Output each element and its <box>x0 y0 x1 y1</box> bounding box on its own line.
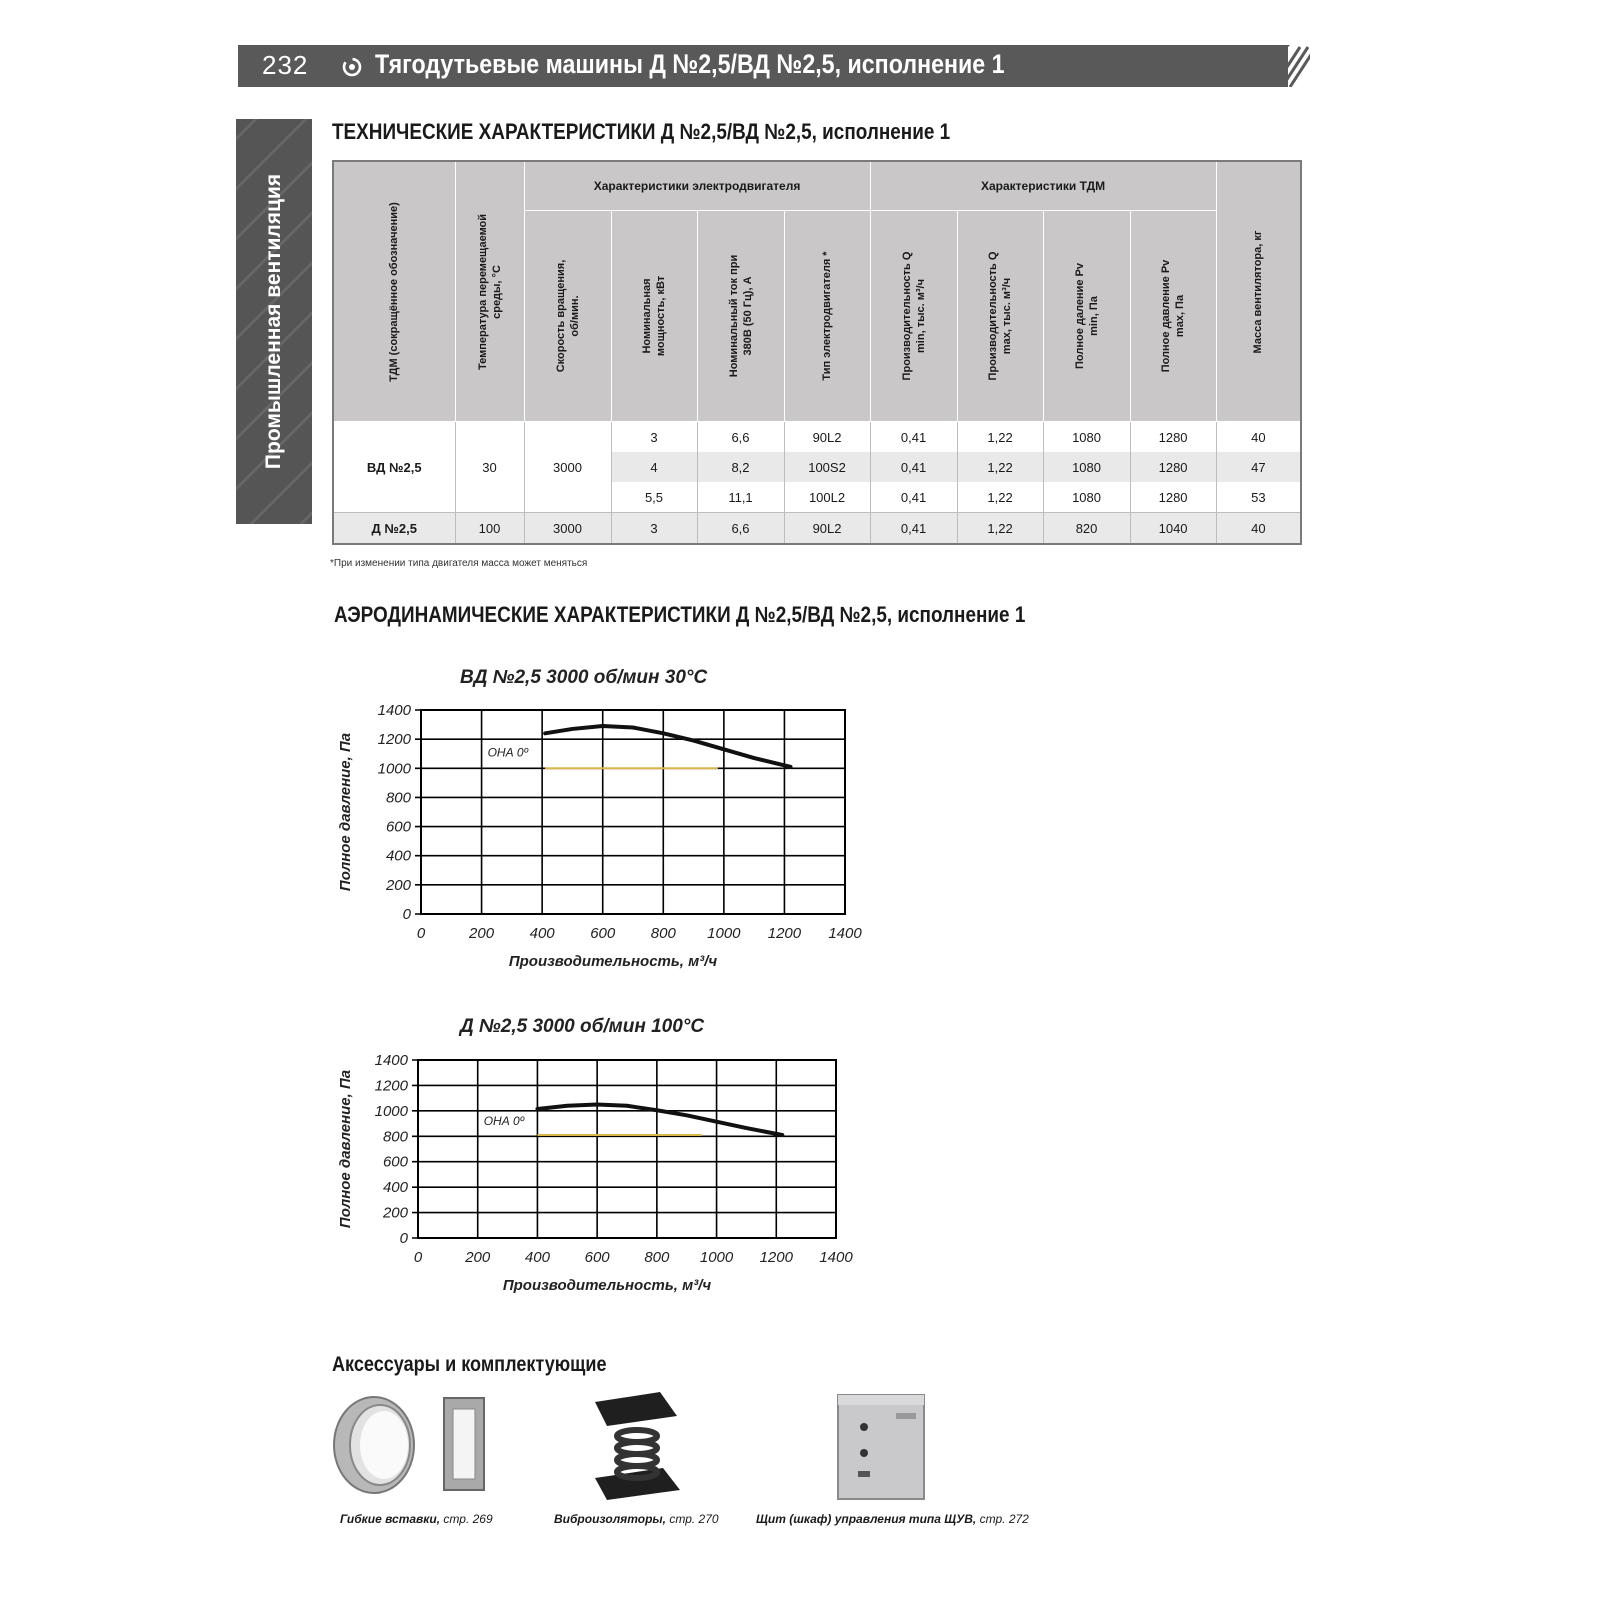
power-cell: 5,5 <box>611 482 697 513</box>
y-tick-label: 600 <box>385 818 411 836</box>
y-axis-label: Полное давление, Па <box>337 732 354 892</box>
header-title: Тягодутьевые машины Д №2,5/ВД №2,5, исполнение 1 <box>375 49 1005 79</box>
power-cell: 3 <box>611 422 697 453</box>
x-tick-label: 1400 <box>819 1249 853 1266</box>
col-header-tdm: ТДМ (сокращённое обозначение) <box>333 161 455 422</box>
pmin-cell: 1080 <box>1043 452 1130 482</box>
temp-cell: 100 <box>455 513 524 545</box>
pmin-cell: 1080 <box>1043 482 1130 513</box>
qmax-cell: 1,22 <box>957 422 1043 453</box>
x-tick-label: 1000 <box>699 1249 734 1266</box>
header-stripes-decoration <box>1250 45 1310 87</box>
motor-type-cell: 100L2 <box>784 482 870 513</box>
x-axis-label: Производительность, м³/ч <box>502 1277 712 1294</box>
y-tick-label: 0 <box>399 1230 408 1247</box>
pmax-cell: 1280 <box>1130 452 1216 482</box>
col-group-motor: Характеристики электродвигателя <box>524 161 870 211</box>
mass-cell: 40 <box>1216 422 1301 453</box>
col-header-pmax: Полное давление Pv max, Па <box>1130 211 1216 422</box>
qmax-cell: 1,22 <box>957 452 1043 482</box>
speed-cell-vd: 3000 <box>524 422 611 513</box>
annotation-label: ОНА 0º <box>483 1113 525 1128</box>
footnote: *При изменении типа двигателя масса может меняться <box>330 558 588 569</box>
page-number: 232 <box>262 50 309 80</box>
x-tick-label: 800 <box>650 925 676 942</box>
side-tab-label: Промышленная вентиляция <box>262 173 285 470</box>
chart-title: Д №2,5 3000 об/мин 100°С <box>460 1016 705 1037</box>
side-tab <box>236 119 312 524</box>
mass-cell: 40 <box>1216 513 1301 545</box>
power-cell: 3 <box>611 513 697 545</box>
col-header-pmin: Полное даление Pv min, Па <box>1043 211 1130 422</box>
current-cell: 8,2 <box>697 452 784 482</box>
current-cell: 6,6 <box>697 513 784 545</box>
annotation-label: ОНА 0º <box>487 745 528 760</box>
y-tick-label: 800 <box>385 789 411 807</box>
pmin-cell: 1080 <box>1043 422 1130 453</box>
plot-area <box>418 1060 836 1238</box>
pmax-cell: 1040 <box>1130 513 1216 545</box>
x-tick-label: 1200 <box>759 1249 793 1266</box>
x-tick-label: 600 <box>584 1249 610 1266</box>
x-tick-label: 800 <box>644 1249 670 1266</box>
aero-section-title: АЭРОДИНАМИЧЕСКИЕ ХАРАКТЕРИСТИКИ Д №2,5/ВД №2,5, исполнение 1 <box>334 602 1026 627</box>
y-tick-label: 0 <box>402 906 411 923</box>
pmax-cell: 1280 <box>1130 482 1216 513</box>
y-tick-label: 1000 <box>374 1102 408 1120</box>
col-header-mass: Масса вентилятора, кг <box>1216 161 1301 422</box>
accessory-caption-isolators[interactable]: Виброизоляторы, стр. 270 <box>554 1512 719 1526</box>
y-tick-label: 1400 <box>377 702 411 719</box>
x-tick-label: 400 <box>529 925 555 942</box>
motor-type-cell: 90L2 <box>784 422 870 453</box>
power-cell: 4 <box>611 452 697 482</box>
qmin-cell: 0,41 <box>870 513 957 545</box>
flexible-insert-image <box>332 1393 492 1498</box>
x-tick-label: 400 <box>524 1249 550 1266</box>
x-tick-label: 200 <box>469 925 495 942</box>
y-tick-label: 800 <box>382 1128 408 1146</box>
chart-title: ВД №2,5 3000 об/мин 30°С <box>460 667 708 688</box>
pmax-cell: 1280 <box>1130 422 1216 453</box>
x-tick-label: 1200 <box>767 925 802 942</box>
current-cell: 11,1 <box>697 482 784 513</box>
speed-cell: 3000 <box>524 513 611 545</box>
y-tick-label: 1200 <box>377 731 411 749</box>
col-header-power: Номинальная мощность, кВт <box>611 211 697 422</box>
x-tick-label: 0 <box>413 1249 423 1266</box>
current-cell: 6,6 <box>697 422 784 453</box>
y-tick-label: 1400 <box>374 1052 408 1069</box>
accessory-caption-flexible[interactable]: Гибкие вставки, стр. 269 <box>340 1512 493 1526</box>
qmin-cell: 0,41 <box>870 422 957 453</box>
vibration-isolator-image <box>585 1390 685 1502</box>
model-cell-vd: ВД №2,5 <box>333 422 455 513</box>
control-cabinet-image <box>836 1393 926 1501</box>
mass-cell: 53 <box>1216 482 1301 513</box>
x-tick-label: 1400 <box>828 925 862 942</box>
qmax-cell: 1,22 <box>957 513 1043 545</box>
motor-type-cell: 90L2 <box>784 513 870 545</box>
accessory-caption-cabinet[interactable]: Щит (шкаф) управления типа ЩУВ, стр. 272 <box>756 1512 1029 1526</box>
y-tick-label: 1200 <box>374 1077 408 1095</box>
y-tick-label: 200 <box>385 876 411 894</box>
x-axis-label: Производительность, м³/ч <box>508 953 718 970</box>
y-tick-label: 400 <box>382 1179 408 1197</box>
y-tick-label: 1000 <box>377 760 411 778</box>
x-tick-label: 1000 <box>707 925 741 942</box>
col-header-speed: Скорость вращения, об/мин. <box>524 211 611 422</box>
qmin-cell: 0,41 <box>870 452 957 482</box>
chart-d-pressure <box>330 1010 870 1310</box>
spec-table <box>332 160 1302 545</box>
x-tick-label: 0 <box>416 925 426 942</box>
y-axis-label: Полное давление, Па <box>337 1069 354 1229</box>
col-header-qmin: Производительность Q min, тыс. м³/ч <box>870 211 957 422</box>
x-tick-label: 600 <box>590 925 616 942</box>
y-tick-label: 600 <box>382 1153 408 1171</box>
model-cell-d: Д №2,5 <box>333 513 455 545</box>
pmin-cell: 820 <box>1043 513 1130 545</box>
mass-cell: 47 <box>1216 452 1301 482</box>
y-tick-label: 200 <box>382 1204 408 1222</box>
col-header-motor-type: Тип электродвигателя * <box>784 211 870 422</box>
plot-area <box>421 710 845 914</box>
x-tick-label: 200 <box>465 1249 491 1266</box>
qmin-cell: 0,41 <box>870 482 957 513</box>
temp-cell-vd: 30 <box>455 422 524 513</box>
col-header-qmax: Производительность Q max, тыс. м³/ч <box>957 211 1043 422</box>
col-header-current: Номинальный ток при 380В (50 Гц), А <box>697 211 784 422</box>
y-tick-label: 400 <box>385 847 411 865</box>
table-row <box>333 422 1301 453</box>
chart-vd-pressure <box>330 660 870 990</box>
swirl-logo-icon <box>341 56 363 78</box>
motor-type-cell: 100S2 <box>784 452 870 482</box>
tech-section-title: ТЕХНИЧЕСКИЕ ХАРАКТЕРИСТИКИ Д №2,5/ВД №2,5, исполнение 1 <box>332 119 951 144</box>
col-header-temp: Температура перемещаемой среды, °С <box>455 161 524 422</box>
col-group-tdm: Характеристики ТДМ <box>870 161 1216 211</box>
accessories-title: Аксессуары и комплектующие <box>332 1353 607 1376</box>
qmax-cell: 1,22 <box>957 482 1043 513</box>
table-row <box>333 513 1301 545</box>
